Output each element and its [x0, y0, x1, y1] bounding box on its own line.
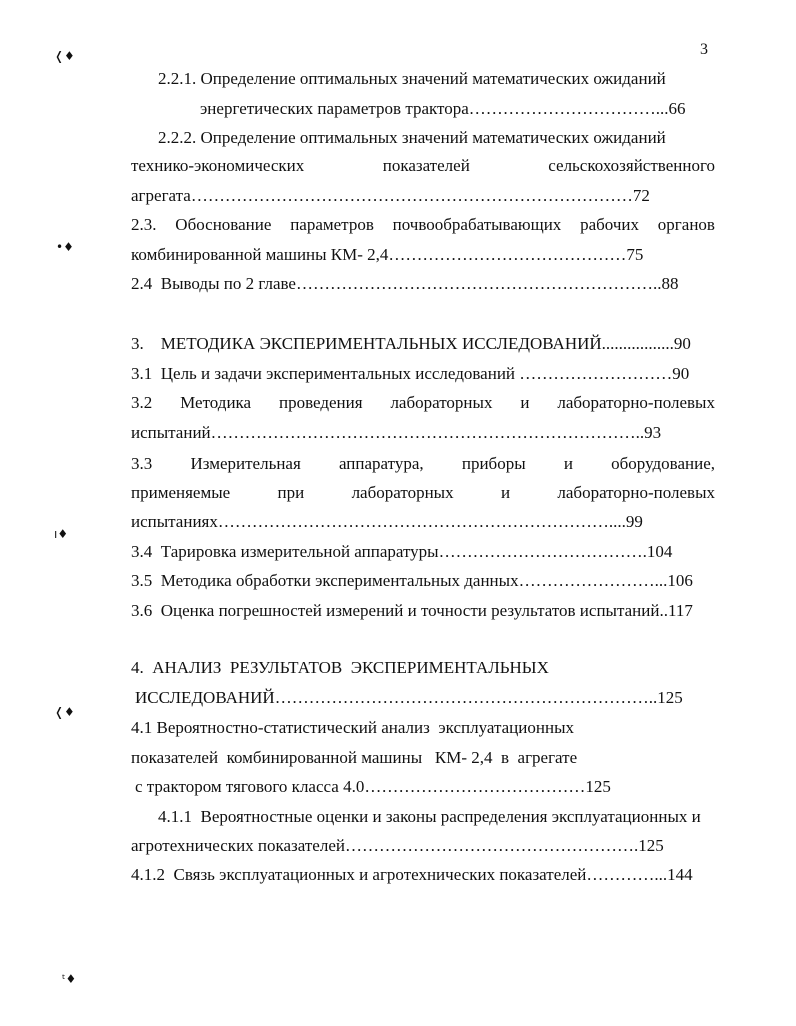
toc-word: 3.2 — [131, 393, 153, 412]
toc-entry-3-2 — [131, 392, 715, 414]
scan-mark-icon: ❬♦ — [54, 705, 75, 719]
toc-entry-2-4: 2.4 Выводы по 2 главе………………………………………………………..88 — [131, 274, 679, 293]
scan-mark-icon: ı♦ — [54, 527, 69, 541]
scan-mark-icon: •♦ — [56, 240, 74, 254]
toc-word: и — [563, 454, 573, 473]
scan-mark-icon: ❬♦ — [54, 49, 75, 63]
toc-entry-4-1-1: 4.1.1 Вероятностные оценки и законы распределения эксплуатационных и — [158, 807, 701, 826]
toc-chapter-3: 3. МЕТОДИКА ЭКСПЕРИМЕНТАЛЬНЫХ ИССЛЕДОВАНИЙ.................90 — [131, 334, 691, 353]
toc-entry-2-2-2-page: агрегата……………………………………………………………………72 — [131, 186, 650, 205]
toc-word: 2.3. — [131, 215, 157, 234]
toc-entry-4-1-page: с трактором тягового класса 4.0…………………………………125 — [135, 777, 611, 796]
toc-entry-4-1-1-cont: агротехнических показателей…………………………………………….125 — [131, 836, 664, 855]
toc-word: лабораторно-полевых — [557, 393, 715, 412]
toc-word: при — [277, 483, 305, 502]
page-number: 3 — [700, 41, 708, 58]
toc-entry-2-3-cont: комбинированной машины КМ- 2,4……………………………………75 — [131, 245, 644, 264]
toc-word: оборудование, — [611, 454, 715, 473]
toc-word: применяемые — [131, 483, 231, 502]
toc-entry-3-4: 3.4 Тарировка измерительной аппаратуры……………………………….104 — [131, 542, 673, 561]
toc-entry-3-3-page: испытаниях……………………………………………………………....99 — [131, 512, 643, 531]
toc-word: проведения — [278, 393, 363, 412]
toc-chapter-4-cont: ИССЛЕДОВАНИЙ…………………………………………………………..125 — [135, 688, 683, 707]
toc-word: 3.3 — [131, 454, 153, 473]
toc-word: приборы — [461, 454, 526, 473]
toc-word: органов — [657, 215, 715, 234]
toc-word: сельскохозяйственного — [548, 156, 715, 175]
toc-entry-3-5: 3.5 Методика обработки экспериментальных данных……………………...106 — [131, 571, 693, 590]
toc-word: почвообрабатывающих — [392, 215, 562, 234]
toc-word: Измерительная — [190, 454, 301, 473]
toc-word: Методика — [180, 393, 252, 412]
toc-chapter-4: 4. АНАЛИЗ РЕЗУЛЬТАТОВ ЭКСПЕРИМЕНТАЛЬНЫХ — [131, 658, 549, 677]
toc-entry-2-3 — [131, 214, 715, 236]
toc-word: Обоснование — [175, 215, 272, 234]
scan-mark-icon: ᵗ♦ — [62, 972, 77, 986]
toc-entry-4-1: 4.1 Вероятностно-статистический анализ эксплуатационных — [131, 718, 574, 737]
toc-entry-2-2-1: 2.2.1. Определение оптимальных значений математических ожиданий — [158, 69, 666, 88]
toc-entry-2-2-1-cont: энергетических параметров трактора……………………………...66 — [200, 99, 686, 118]
toc-word: лабораторных — [351, 483, 454, 502]
toc-entry-3-3 — [131, 453, 715, 475]
toc-word: и — [500, 483, 511, 502]
toc-entry-3-2-cont: испытаний…………………………………………………………………..93 — [131, 423, 662, 442]
toc-word: лабораторно-полевых — [557, 483, 715, 502]
toc-entry-3-3-cont — [131, 482, 715, 504]
toc-word: параметров — [290, 215, 374, 234]
toc-word: аппаратура, — [338, 454, 424, 473]
toc-word: рабочих — [580, 215, 639, 234]
toc-entry-2-2-2-cont — [131, 155, 715, 177]
toc-entry-4-1-cont: показателей комбинированной машины КМ- 2,4 в агрегате — [131, 748, 578, 767]
toc-word: технико-экономических — [131, 156, 305, 175]
toc-entry-2-2-2: 2.2.2. Определение оптимальных значений математических ожиданий — [158, 128, 666, 147]
toc-entry-3-1: 3.1 Цель и задачи экспериментальных исследований ………………………90 — [131, 364, 690, 383]
toc-entry-3-6: 3.6 Оценка погрешностей измерений и точности результатов испытаний..117 — [131, 601, 693, 620]
toc-word: лабораторных — [390, 393, 493, 412]
toc-entry-4-1-2: 4.1.2 Связь эксплуатационных и агротехнических показателей…………...144 — [131, 865, 693, 884]
toc-word: и — [520, 393, 530, 412]
toc-word: показателей — [382, 156, 470, 175]
